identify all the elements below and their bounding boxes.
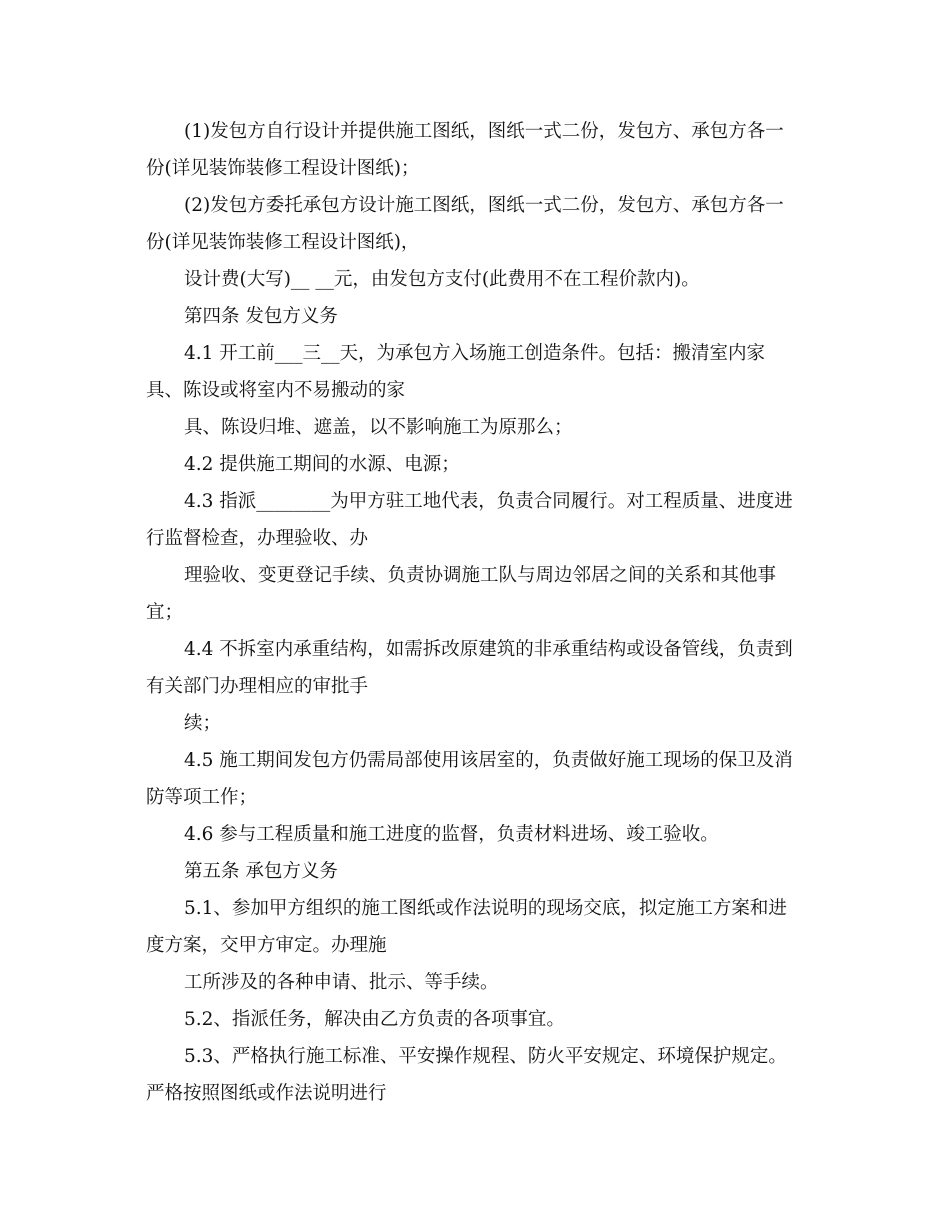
text-line: 宜； (146, 602, 184, 623)
text-line: 份(详见装饰装修工程设计图纸)； (146, 158, 420, 179)
text-line: 严格按照图纸或作法说明进行 (146, 1083, 387, 1104)
text-line: 度方案，交甲方审定。办理施 (146, 935, 387, 956)
text-line: 防等项工作； (146, 787, 258, 808)
text-line: 4.2 提供施工期间的水源、电源； (184, 454, 460, 475)
text-line: 5.3、严格执行施工标准、平安操作规程、防火平安规定、环境保护规定。 (184, 1046, 787, 1067)
text-line: 份(详见装饰装修工程设计图纸)， (146, 232, 420, 253)
text-line: 4.3 指派________为甲方驻工地代表，负责合同履行。对工程质量、进度进 (184, 491, 793, 512)
article-heading: 第五条 承包方义务 (184, 861, 338, 882)
text-line: 有关部门办理相应的审批手 (146, 676, 369, 697)
text-line: 工所涉及的各种申请、批示、等手续。 (184, 972, 499, 993)
text-line: 理验收、变更登记手续、负责协调施工队与周边邻居之间的关系和其他事 (184, 565, 777, 586)
text-line: 具、陈设或将室内不易搬动的家 (146, 380, 406, 401)
text-line: 具、陈设归堆、遮盖，以不影响施工为原那么； (184, 417, 573, 438)
text-line: 5.1、参加甲方组织的施工图纸或作法说明的现场交底，拟定施工方案和进 (184, 898, 787, 919)
text-line: 设计费(大写)__ __元，由发包方支付(此费用不在工程价款内)。 (184, 269, 700, 290)
text-line: 4.5 施工期间发包方仍需局部使用该居室的，负责做好施工现场的保卫及消 (184, 750, 793, 771)
text-line: 行监督检查，办理验收、办 (146, 528, 369, 549)
text-line: 4.4 不拆室内承重结构，如需拆改原建筑的非承重结构或设备管线，负责到 (184, 639, 793, 660)
text-line: 4.1 开工前___三__天，为承包方入场施工创造条件。包括：搬清室内家 (184, 343, 766, 364)
text-line: 4.6 参与工程质量和施工进度的监督，负责材料进场、竣工验收。 (184, 824, 719, 845)
text-line: 5.2、指派任务，解决由乙方负责的各项事宜。 (184, 1009, 565, 1030)
text-line: (1)发包方自行设计并提供施工图纸，图纸一式二份，发包方、承包方各一 (184, 121, 784, 142)
text-line: (2)发包方委托承包方设计施工图纸，图纸一式二份，发包方、承包方各一 (184, 195, 784, 216)
article-heading: 第四条 发包方义务 (184, 306, 338, 327)
text-line: 续； (184, 713, 222, 734)
